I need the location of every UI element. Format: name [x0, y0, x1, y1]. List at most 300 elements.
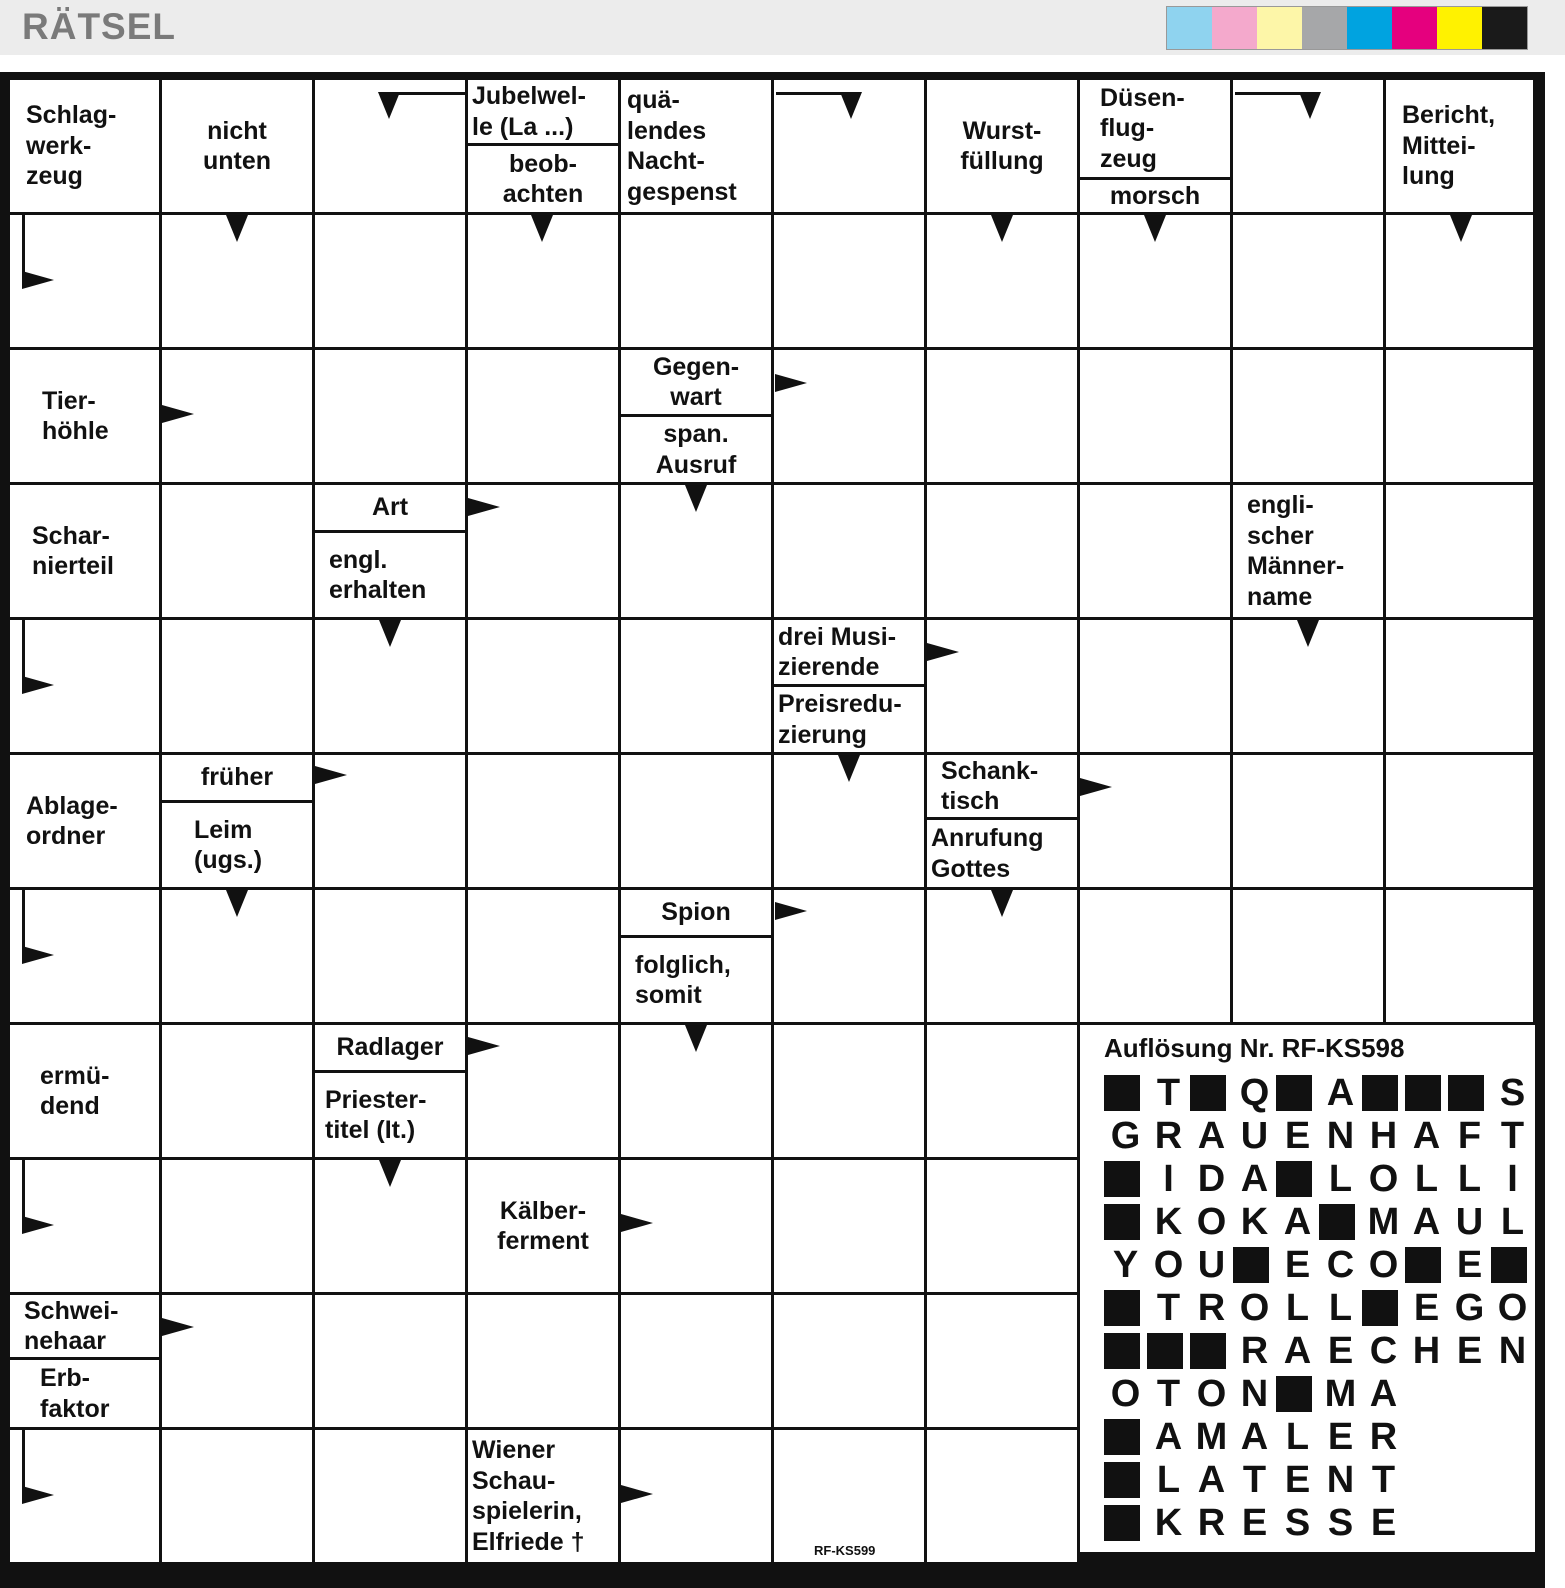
clue-text: somit	[635, 981, 702, 1009]
answer-cell[interactable]	[162, 1295, 312, 1427]
clue-text: flug-	[1100, 114, 1155, 143]
solution-black-square	[1104, 1161, 1140, 1197]
clue-c2_4b	[621, 417, 771, 482]
solution-black-square	[1104, 1290, 1140, 1326]
solution-row	[1104, 1244, 1534, 1287]
solution-black-square	[1276, 1075, 1312, 1111]
clue-text: beob-	[508, 149, 578, 178]
solution-letter: L	[1285, 1416, 1310, 1458]
color-swatch	[1167, 7, 1212, 49]
clue-text: drei Musi-	[778, 622, 897, 651]
clue-text: wart	[670, 383, 722, 411]
answer-cell[interactable]	[774, 350, 924, 482]
solution-letter: M	[1324, 1373, 1357, 1415]
solution-letter: C	[1369, 1330, 1398, 1372]
clue-text: zierung	[778, 720, 867, 749]
answer-cell[interactable]	[315, 215, 465, 347]
solution-letter: E	[1284, 1459, 1311, 1501]
answer-cell[interactable]	[774, 215, 924, 347]
clue-text: füllung	[960, 147, 1044, 175]
clue-c0_9	[1386, 80, 1533, 212]
solution-letter: E	[1284, 1115, 1311, 1157]
solution-letter: T	[1156, 1287, 1181, 1329]
answer-cell[interactable]	[774, 1295, 924, 1427]
arrow-down-icon	[379, 620, 401, 647]
solution-letter: E	[1370, 1502, 1397, 1544]
clue-text: le (La ...)	[472, 112, 574, 141]
solution-letter: A	[1197, 1115, 1226, 1157]
solution-letter: L	[1328, 1158, 1353, 1200]
solution-letter: U	[1455, 1201, 1484, 1243]
clue-c2_0	[10, 350, 159, 482]
clue-c0_3a	[468, 80, 618, 143]
answer-cell[interactable]	[927, 1430, 1077, 1562]
answer-cell[interactable]	[1080, 890, 1230, 1022]
clue-text: Anrufung	[931, 824, 1044, 852]
solution-letter: L	[1457, 1158, 1482, 1200]
clue-text: scher	[1247, 521, 1314, 550]
clue-c3_0	[10, 485, 159, 617]
arrow-right-icon	[621, 1485, 653, 1503]
arrow-right-icon	[22, 1486, 54, 1504]
color-swatch	[1302, 7, 1347, 49]
solution-letter: A	[1154, 1416, 1183, 1458]
clue-c0_3b	[468, 146, 618, 212]
clue-text: faktor	[40, 1394, 110, 1423]
clue-text: Preisredu-	[778, 690, 902, 718]
solution-letter: Y	[1112, 1244, 1139, 1286]
clue-text: Nacht-	[627, 147, 705, 175]
clue-text: achten	[502, 180, 584, 208]
solution-letter: E	[1327, 1330, 1354, 1372]
answer-cell[interactable]	[1233, 215, 1383, 347]
solution-letter: E	[1327, 1416, 1354, 1458]
answer-cell[interactable]	[1386, 350, 1533, 482]
solution-letter: T	[1500, 1115, 1525, 1157]
clue-c5_1b	[162, 803, 312, 887]
solution-letter: O	[1153, 1244, 1184, 1286]
solution-letter: O	[1196, 1373, 1227, 1415]
solution-black-square	[1104, 1204, 1140, 1240]
clue-text: engli-	[1247, 491, 1314, 519]
clue-c4_5b	[774, 687, 924, 752]
page-header	[0, 0, 1565, 55]
clue-c5_6b	[927, 820, 1077, 887]
solution-black-square	[1104, 1419, 1140, 1455]
solution-row	[1104, 1201, 1534, 1244]
clue-c0_6	[927, 80, 1077, 212]
solution-black-square	[1233, 1247, 1269, 1283]
clue-c0_7b	[1080, 180, 1230, 212]
solution-black-square	[1147, 1333, 1183, 1369]
answer-cell[interactable]	[1386, 890, 1533, 1022]
arrow-right-icon	[22, 676, 54, 694]
clue-text: Ausruf	[655, 450, 737, 479]
clue-text: (ugs.)	[194, 846, 263, 874]
clue-c0_1	[162, 80, 312, 212]
clue-c2_4a	[621, 350, 771, 414]
solution-letter: S	[1284, 1502, 1311, 1544]
clue-text: Leim	[194, 815, 253, 844]
clue-c4_5a	[774, 620, 924, 684]
solution-letter: G	[1110, 1115, 1141, 1157]
solution-letter: O	[1497, 1287, 1528, 1329]
solution-row	[1104, 1072, 1534, 1115]
clue-text: zeug	[26, 162, 83, 191]
color-swatch	[1482, 7, 1527, 49]
clue-text: Mittei-	[1402, 131, 1476, 160]
answer-cell[interactable]	[1386, 485, 1533, 617]
solution-letter: M	[1195, 1416, 1228, 1458]
solution-letter: N	[1240, 1373, 1269, 1415]
arrow-right-icon	[468, 1037, 500, 1055]
clue-text: Schlag-	[26, 101, 117, 130]
clue-text: name	[1247, 582, 1313, 611]
solution-letter: E	[1241, 1502, 1268, 1544]
solution-black-square	[1104, 1505, 1140, 1541]
arrow-right-icon	[162, 1318, 194, 1336]
solution-black-square	[1190, 1075, 1226, 1111]
solution-letter: T	[1156, 1072, 1181, 1114]
solution-letter: A	[1240, 1416, 1269, 1458]
clue-text: Wiener	[472, 1436, 556, 1464]
clue-text: lung	[1402, 162, 1455, 191]
arrow-down-icon	[1144, 215, 1166, 242]
solution-letter: T	[1156, 1373, 1181, 1415]
arrow-right-icon	[22, 271, 54, 289]
answer-cell[interactable]	[162, 1025, 312, 1157]
answer-cell[interactable]	[927, 485, 1077, 617]
clue-text: span.	[663, 420, 729, 448]
answer-cell[interactable]	[468, 620, 618, 752]
clue-text: nicht	[207, 116, 267, 145]
clue-text: unten	[202, 147, 272, 175]
solution-black-square	[1362, 1290, 1398, 1326]
clue-text: Kälber-	[499, 1196, 587, 1225]
color-swatch	[1212, 7, 1257, 49]
answer-cell[interactable]	[927, 350, 1077, 482]
clue-text: Schau-	[472, 1466, 556, 1495]
clue-text: Jubelwel-	[472, 82, 586, 110]
clue-text: Radlager	[336, 1033, 444, 1062]
answer-cell[interactable]	[162, 1430, 312, 1562]
clue-text: zeug	[1100, 144, 1157, 173]
clue-text: titel (It.)	[325, 1116, 416, 1144]
solution-letter: K	[1154, 1502, 1183, 1544]
answer-cell[interactable]	[1080, 485, 1230, 617]
solution-letter: A	[1369, 1373, 1398, 1415]
solution-letter: L	[1414, 1158, 1439, 1200]
answer-cell[interactable]	[621, 620, 771, 752]
clue-text: Erb-	[40, 1364, 90, 1392]
answer-cell[interactable]	[1233, 755, 1383, 887]
solution-black-square	[1405, 1075, 1441, 1111]
arrow-right-icon	[775, 902, 807, 920]
solution-letter: A	[1412, 1115, 1441, 1157]
solution-row	[1104, 1158, 1534, 1201]
solution-letter: O	[1239, 1287, 1270, 1329]
answer-cell[interactable]	[162, 485, 312, 617]
clue-text: nehaar	[24, 1327, 106, 1355]
solution-letter: R	[1369, 1416, 1398, 1458]
clue-text: ermü-	[40, 1061, 110, 1090]
answer-cell[interactable]	[162, 1160, 312, 1292]
arrow-down-icon	[991, 215, 1013, 242]
solution-black-square	[1362, 1075, 1398, 1111]
clue-c3_8	[1233, 485, 1383, 617]
clue-c5_6a	[927, 755, 1077, 817]
solution-letter: C	[1326, 1244, 1355, 1286]
solution-black-square	[1276, 1376, 1312, 1412]
solution-letter: N	[1326, 1115, 1355, 1157]
answer-cell[interactable]	[621, 215, 771, 347]
solution-black-square	[1448, 1075, 1484, 1111]
clue-text: quä-	[627, 86, 680, 114]
clue-text: Spion	[661, 898, 731, 927]
color-calibration-bar	[1166, 6, 1528, 50]
solution-row	[1104, 1502, 1534, 1545]
clue-text: erhalten	[329, 576, 427, 604]
solution-row	[1104, 1416, 1534, 1459]
color-swatch	[1257, 7, 1302, 49]
answer-cell[interactable]	[315, 1430, 465, 1562]
clue-text: tisch	[941, 787, 1000, 815]
clue-text: höhle	[42, 417, 109, 445]
solution-letter: L	[1328, 1287, 1353, 1329]
clue-text: Bericht,	[1402, 101, 1496, 130]
answer-cell[interactable]	[927, 1295, 1077, 1427]
solution-letter: K	[1240, 1201, 1269, 1243]
clue-text: werk-	[26, 131, 92, 160]
solution-black-square	[1405, 1247, 1441, 1283]
solution-letter: K	[1154, 1201, 1183, 1243]
solution-black-square	[1104, 1333, 1140, 1369]
solution-grid	[1104, 1072, 1534, 1545]
solution-black-square	[1319, 1204, 1355, 1240]
answer-cell[interactable]	[315, 890, 465, 1022]
clue-c7_2a	[315, 1025, 465, 1070]
arrow-right-icon	[22, 1216, 54, 1234]
clue-text: Tier-	[42, 386, 96, 415]
solution-letter: E	[1284, 1244, 1311, 1286]
solution-row	[1104, 1287, 1534, 1330]
solution-black-square	[1491, 1247, 1527, 1283]
solution-row	[1104, 1373, 1534, 1416]
color-swatch	[1392, 7, 1437, 49]
answer-cell[interactable]	[162, 620, 312, 752]
arrow-down-icon	[840, 92, 862, 119]
answer-cell[interactable]	[1233, 890, 1383, 1022]
clue-text: engl.	[329, 545, 388, 574]
clue-c9_0b	[10, 1360, 159, 1427]
arrow-down-icon	[685, 1025, 707, 1052]
solution-letter: A	[1240, 1158, 1269, 1200]
arrow-right-icon	[927, 643, 959, 661]
answer-cell[interactable]	[774, 1160, 924, 1292]
solution-letter: S	[1499, 1072, 1526, 1114]
answer-cell[interactable]	[468, 350, 618, 482]
arrow-right-icon	[775, 374, 807, 392]
solution-letter: E	[1456, 1330, 1483, 1372]
solution-letter: U	[1197, 1244, 1226, 1286]
clue-text: Schank-	[941, 756, 1039, 785]
solution-letter: D	[1197, 1158, 1226, 1200]
clue-c8_3	[468, 1160, 618, 1292]
clue-text: dend	[40, 1092, 100, 1120]
clue-text: Gegen-	[652, 352, 740, 381]
clue-text: nierteil	[32, 552, 114, 580]
solution-letter: R	[1197, 1502, 1226, 1544]
solution-black-square	[1104, 1462, 1140, 1498]
clue-c10_3	[468, 1430, 618, 1562]
arrow-down-icon	[1450, 215, 1472, 242]
clue-text: morsch	[1109, 181, 1201, 210]
solution-letter: H	[1412, 1330, 1441, 1372]
answer-cell[interactable]	[1080, 350, 1230, 482]
answer-cell[interactable]	[621, 755, 771, 887]
solution-letter: T	[1371, 1459, 1396, 1501]
clue-text: folglich,	[635, 950, 731, 979]
color-swatch	[1437, 7, 1482, 49]
solution-letter: Q	[1239, 1072, 1270, 1114]
answer-cell[interactable]	[927, 620, 1077, 752]
arrow-right-icon	[1080, 778, 1112, 796]
solution-row	[1104, 1115, 1534, 1158]
solution-letter: S	[1327, 1502, 1354, 1544]
arrow-down-icon	[1297, 620, 1319, 647]
clue-text: Schwei-	[24, 1296, 119, 1325]
solution-letter: O	[1368, 1158, 1399, 1200]
solution-letter: A	[1283, 1201, 1312, 1243]
clue-text: ordner	[26, 822, 106, 850]
arrow-down-icon	[379, 1160, 401, 1187]
arrow-right-icon	[22, 946, 54, 964]
answer-cell[interactable]	[1386, 620, 1533, 752]
solution-letter: A	[1326, 1072, 1355, 1114]
solution-letter: N	[1326, 1459, 1355, 1501]
solution-letter: A	[1412, 1201, 1441, 1243]
answer-cell[interactable]	[927, 1025, 1077, 1157]
arrow-down-icon	[685, 485, 707, 512]
answer-cell[interactable]	[774, 485, 924, 617]
clue-c6_4b	[621, 938, 771, 1022]
solution-letter: M	[1367, 1201, 1400, 1243]
solution-box	[1080, 1025, 1535, 1552]
arrow-down-icon	[226, 215, 248, 242]
clue-text: Schar-	[32, 521, 110, 550]
clue-c7_2b	[315, 1073, 465, 1157]
clue-text: Düsen-	[1100, 83, 1185, 112]
arrow-down-icon	[226, 890, 248, 917]
solution-black-square	[1276, 1161, 1312, 1197]
clue-c5_1a	[162, 755, 312, 800]
clue-c3_2b	[315, 533, 465, 617]
solution-letter: T	[1242, 1459, 1267, 1501]
clue-c3_2a	[315, 485, 465, 530]
solution-row	[1104, 1330, 1534, 1373]
solution-letter: E	[1456, 1244, 1483, 1286]
answer-cell[interactable]	[774, 1025, 924, 1157]
arrow-right-icon	[468, 498, 500, 516]
solution-letter: I	[1507, 1158, 1518, 1200]
answer-cell[interactable]	[1080, 620, 1230, 752]
clue-c9_0a	[10, 1295, 159, 1357]
color-swatch	[1347, 7, 1392, 49]
solution-black-square	[1190, 1333, 1226, 1369]
solution-letter: R	[1240, 1330, 1269, 1372]
clue-text: gespenst	[627, 177, 737, 206]
clue-text: Männer-	[1247, 552, 1345, 580]
arrow-right-icon	[315, 766, 347, 784]
clue-text: Priester-	[325, 1085, 427, 1114]
clue-text: Art	[371, 493, 409, 522]
solution-letter: A	[1283, 1330, 1312, 1372]
answer-cell[interactable]	[468, 1295, 618, 1427]
solution-letter: I	[1163, 1158, 1174, 1200]
clue-text: Wurst-	[962, 116, 1042, 145]
answer-cell[interactable]	[1386, 755, 1533, 887]
arrow-right-icon	[162, 405, 194, 423]
solution-title: Auflösung Nr. RF-KS598	[1104, 1033, 1405, 1063]
solution-letter: L	[1156, 1459, 1181, 1501]
clue-c7_0	[10, 1025, 159, 1157]
arrow-down-icon	[991, 890, 1013, 917]
clue-text: früher	[200, 763, 274, 792]
solution-letter: L	[1285, 1287, 1310, 1329]
clue-c0_4	[621, 80, 771, 212]
clue-text: Gottes	[931, 854, 1011, 883]
solution-letter: H	[1369, 1115, 1398, 1157]
arrow-down-icon	[1299, 92, 1321, 119]
answer-cell[interactable]	[468, 890, 618, 1022]
solution-letter: L	[1500, 1201, 1525, 1243]
answer-cell[interactable]	[621, 1295, 771, 1427]
answer-cell[interactable]	[315, 1295, 465, 1427]
solution-letter: E	[1413, 1287, 1440, 1329]
arrow-down-icon	[531, 215, 553, 242]
puzzle-code: RF-KS599	[814, 1543, 876, 1558]
answer-cell[interactable]	[1233, 350, 1383, 482]
arrow-right-icon	[621, 1214, 653, 1232]
answer-cell[interactable]	[315, 350, 465, 482]
answer-cell[interactable]	[927, 1160, 1077, 1292]
solution-letter: R	[1197, 1287, 1226, 1329]
arrow-down-icon	[838, 755, 860, 782]
solution-letter: O	[1110, 1373, 1141, 1415]
clue-c6_4a	[621, 890, 771, 935]
solution-letter: G	[1454, 1287, 1485, 1329]
clue-c5_0	[10, 755, 159, 887]
clue-text: Elfriede †	[472, 1527, 585, 1556]
arrow-stem	[389, 92, 465, 95]
arrow-down-icon	[378, 92, 400, 119]
answer-cell[interactable]	[468, 755, 618, 887]
clue-text: ferment	[497, 1227, 589, 1255]
clue-text: lendes	[627, 116, 707, 145]
solution-letter: R	[1154, 1115, 1183, 1157]
solution-letter: F	[1457, 1115, 1482, 1157]
answer-cell[interactable]	[1080, 755, 1230, 887]
clue-text: zierende	[778, 653, 880, 681]
clue-c0_0	[10, 80, 159, 212]
solution-letter: O	[1196, 1201, 1227, 1243]
clue-text: Ablage-	[26, 791, 118, 820]
solution-letter: O	[1368, 1244, 1399, 1286]
solution-row	[1104, 1459, 1534, 1502]
solution-letter: N	[1498, 1330, 1527, 1372]
clue-c0_7a	[1080, 80, 1230, 177]
solution-black-square	[1104, 1075, 1140, 1111]
